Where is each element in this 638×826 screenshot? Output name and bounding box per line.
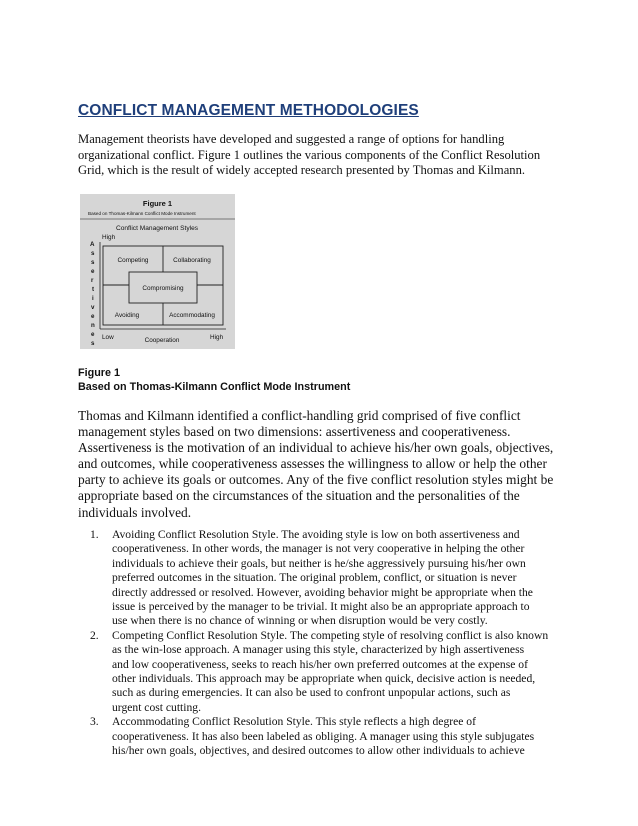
- assertiveness-letter: n: [91, 322, 95, 329]
- high-label-top: High: [102, 234, 116, 241]
- intro-paragraph: [78, 132, 558, 179]
- list-line: preferred outcomes in the situation. The original problem, conflict, or situation is never: [112, 571, 517, 585]
- competing-label: Competing: [117, 257, 149, 264]
- list-line: as the win-lose approach. A manager using this style, characterized by high assertiveness: [112, 643, 525, 657]
- body-line: Assertiveness is the motivation of an individual to achieve his/her own goals, objectives,: [78, 440, 554, 456]
- accommodating-label: Accommodating: [169, 312, 215, 319]
- assertiveness-letter: s: [91, 259, 95, 266]
- assertiveness-letter: e: [91, 313, 95, 320]
- list-line: individuals to achieve their goals, but neither is he/she aggressively pursuing his/her own: [112, 556, 526, 570]
- body-line: individuals involved.: [78, 504, 192, 520]
- list-line: Avoiding Conflict Resolution Style. The avoiding style is low on both assertiveness and: [112, 528, 520, 541]
- assertiveness-letter: s: [91, 340, 95, 347]
- figure-caption-title: Figure 1: [78, 367, 120, 379]
- compromising-label: Compromising: [142, 285, 184, 292]
- assertiveness-letter: t: [92, 286, 95, 293]
- styles-list: [90, 528, 610, 759]
- list-line: issue is perceived by the manager to be trivial. It might also be an appropriate approach to: [112, 600, 530, 614]
- panel-title: Conflict Management Styles: [115, 225, 199, 232]
- list-line: Competing Conflict Resolution Style. The competing style of resolving conflict is also known: [112, 628, 549, 642]
- assertiveness-letter: A: [90, 241, 95, 248]
- list-line: and low cooperativeness, seeks to reach his/her own preferred outcomes at the expense of: [112, 657, 528, 671]
- list-item: [90, 629, 610, 715]
- list-line: cooperativeness. In other words, the manager is not very cooperative in helping the other: [112, 542, 525, 556]
- list-line: Accommodating Conflict Resolution Style. This style reflects a high degree of: [112, 715, 476, 729]
- body-line: appropriate based on the circumstances of the situation and the personalities of the: [78, 488, 520, 504]
- body-line: party to achieve its goals or outcomes. Any of the five conflict resolution styles might be: [78, 472, 554, 488]
- assertiveness-letter: r: [91, 277, 94, 284]
- intro-line: organizational conflict. Figure 1 outlines the various components of the Conflict Resolution: [78, 147, 541, 162]
- collaborating-label: Collaborating: [173, 257, 211, 264]
- list-line: cooperativeness. It has also been labeled as obliging. A manager using this style subjugates: [112, 729, 535, 743]
- assertiveness-letter: e: [91, 268, 95, 275]
- list-item: [90, 528, 610, 629]
- list-line: other individuals. This approach may be appropriate when quick, decisive action is needed,: [112, 672, 536, 686]
- assertiveness-letter: v: [91, 304, 95, 311]
- figure-title: Figure 1: [142, 199, 173, 208]
- list-line: use when there is no chance of winning or when disruption would be very costly.: [112, 614, 488, 628]
- list-line: directly addressed or resolved. However, avoiding behavior might be appropriate when the: [112, 585, 533, 599]
- intro-line: Grid, which is the result of widely accepted research presented by Thomas and Kilmann.: [78, 163, 526, 178]
- cooperation-label: Cooperation: [144, 337, 180, 344]
- list-item: [90, 715, 610, 758]
- list-number: 1.: [90, 528, 99, 541]
- list-line: his/her own goals, objectives, and desired outcomes to allow other individuals to achieve: [112, 744, 525, 758]
- assertiveness-letter: s: [91, 250, 95, 257]
- avoiding-label: Avoiding: [114, 312, 140, 319]
- assertiveness-letter: e: [91, 331, 95, 338]
- body-paragraph: [78, 408, 598, 521]
- body-line: Thomas and Kilmann identified a conflict-handling grid comprised of five conflict: [78, 408, 521, 423]
- assertiveness-letter: i: [92, 295, 94, 302]
- list-line: such as during emergencies. It can also be used to confront unpopular actions, such as: [112, 686, 511, 700]
- conflict-grid-figure: [80, 194, 235, 349]
- figure-caption-subtitle: Based on Thomas-Kilmann Conflict Mode Instrument: [78, 381, 351, 393]
- conflict-grid-diagram: [80, 194, 235, 349]
- list-number: 2.: [90, 628, 99, 642]
- figure-subtitle: Based on Thomas-Kilmann Conflict Mode Instrument: [88, 211, 196, 216]
- high-label-right: High: [210, 334, 224, 341]
- body-line: management styles based on two dimensions: assertiveness and cooperativeness.: [78, 424, 511, 440]
- low-label: Low: [102, 334, 114, 341]
- list-number: 3.: [90, 715, 99, 729]
- body-line: and outcomes, while cooperativeness assesses the willingness to allow or help the other: [78, 456, 547, 472]
- page-title: CONFLICT MANAGEMENT METHODOLOGIES: [78, 102, 419, 119]
- list-line: urgent cost cutting.: [112, 700, 201, 714]
- intro-line: Management theorists have developed and suggested a range of options for handling: [78, 132, 505, 146]
